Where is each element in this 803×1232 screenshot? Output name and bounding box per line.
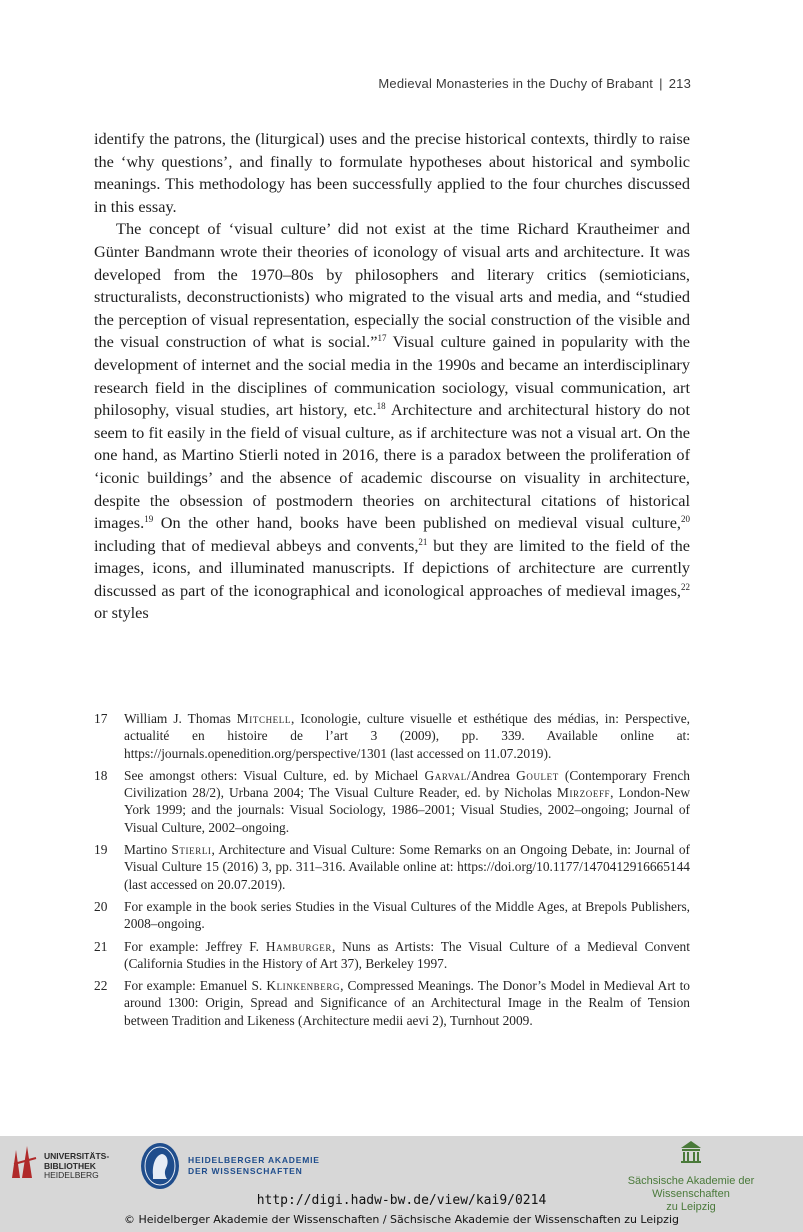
footnote-number: 21 [94,938,108,954]
footnote-17 [94,710,690,762]
footnote-18 [94,767,690,836]
ub-heidelberg-logo[interactable] [10,1144,109,1181]
footnote-number: 19 [94,842,108,858]
paragraph-2: The concept of ‘visual culture’ did not exist at the time Richard Krautheimer and Günter Bandmann wrote their theories of iconology of visual arts and architecture. It was developed from the 1970–80s by philosophers and literary critics (semioticians, structuralists, deconstructionists) who migrated to the visual arts and media, and “studied the perception of visual representation, especially the social construction of the visible and the visual construction of what is social.”$^{17}$ Visual culture gained in popularity with the development of internet and the social media in the 1990s and became an interdisciplinary research field in the disciplines of communication sociology, visual communication, art philosophy, visual studies, art history, etc.$^{18}$ Architecture and architectural history do not seem to fit easily in the field of visual culture, as if architecture was not a visual art. On the one hand, as Martino Stierli noted in 2016, there is a paradox between the proliferation of ‘iconic buildings’ and the absence of academic discourse on visuality in architecture, despite the obsession of postmodern theories on architectural citations of historical images.$^{19}$ On the other hand, books have been published on medieval visual culture,$^{20}$ including that of medieval abbeys and convents,$^{21}$ but they are limited to the field of the images, icons, and illuminated manuscripts. If depictions of architecture are currently discussed as part of the iconographical and iconological approaches of medieval images,$^{22}$ or styles [94,219,691,623]
footnote-21 [94,938,690,973]
footnote-ref-20[interactable]: 20 [681,514,690,525]
footnote-number: 18 [94,767,108,783]
paragraph-1: identify the patrons, the (liturgical) uses and the precise historical contexts, thirdly to raise the ‘why questions’, and finally to formulate hypotheses about historical and symbolic meanings. This methodology has been successfully applied to the four churches discussed in this essay. [94,129,690,216]
ub-heidelberg-icon [10,1144,38,1180]
footnote-number: 22 [94,978,108,994]
ub-heidelberg-text: UNIVERSITÄTS- BIBLIOTHEK HEIDELBERG [44,1151,110,1180]
footnote-ref-17[interactable]: 17 [377,333,387,344]
footnotes [94,710,690,1034]
page-number: 213 [668,76,691,91]
footnote-text: See amongst others: Visual Culture, ed. by Michael Garval/Andrea Goulet (Contemporary French Civilization 28/2), Urbana 2004; The Visual Culture Reader, ed. by Nicholas Mirzoeff, London-New York 1999; and the journals: Visual Sociology, 1986–2001; Visual Studies, 2002–ongoing; Journal of Visual Culture, 2002–ongoing. [124,767,690,835]
footnote-ref-18[interactable]: 18 [376,401,386,412]
hadw-text: HEIDELBERGER AKADEMIE DER WISSENSCHAFTEN [188,1155,320,1176]
copyright-notice: © Heidelberger Akademie der Wissenschaften / Sächsische Akademie der Wissenschaften zu Leipzig [123,1213,679,1226]
permalink-url[interactable]: http://digi.hadw-bw.de/view/kai9/0214 [256,1193,547,1208]
footnote-19 [94,841,690,893]
saw-leipzig-text: Sächsische Akademie der Wissenschaften zu Leipzig [627,1175,755,1213]
footnote-ref-21[interactable]: 21 [418,536,428,547]
header-separator: | [659,76,663,91]
footnote-22 [94,977,690,1029]
footnote-20 [94,898,690,933]
footnote-number: 17 [94,711,108,726]
footnote-text: For example in the book series Studies in the Visual Cultures of the Middle Ages, at Brepols Publishers, 2008–ongoing. [124,898,690,932]
main-text [94,128,690,625]
footnote-number: 20 [94,898,108,914]
hadw-seal-icon [140,1142,180,1190]
footnote-text: For example: Jeffrey F. Hamburger, Nuns as Artists: The Visual Culture of a Medieval Convent (California Studies in the History of Art 37), Berkeley 1997. [124,938,690,971]
running-head [378,76,691,91]
footnote-text: Martino Stierli, Architecture and Visual Culture: Some Remarks on an Ongoing Debate, in: Journal of Visual Culture 15 (2016) 3, pp. 311–316. Available online at: https://doi.org/10.1177/1470412916665144 (last accessed on 20.07.2019). [124,842,690,892]
footnote-text: William J. Thomas Mitchell, Iconologie, culture visuelle et esthétique des médias, in: Perspective, actualité en histoire de l’art 3 (2009), pp. 339. Available online at: https://journals.openedition.org/perspective/1301 (last accessed on 11.07.2019). [124,711,690,761]
hadw-logo[interactable] [140,1142,320,1190]
footnote-ref-22[interactable]: 22 [681,581,690,592]
running-title: Medieval Monasteries in the Duchy of Brabant [378,76,654,91]
footnote-ref-19[interactable]: 19 [144,514,154,525]
footnote-text: For example: Emanuel S. Klinkenberg, Compressed Meanings. The Donor’s Model in Medieval Art to around 1300: Origin, Spread and Significance of an Architectural Image in the Realm of Tension between Tradition and Likeness (Architecture medii aevi 2), Turnhout 2009. [124,978,690,1028]
saw-building-icon [680,1140,702,1164]
